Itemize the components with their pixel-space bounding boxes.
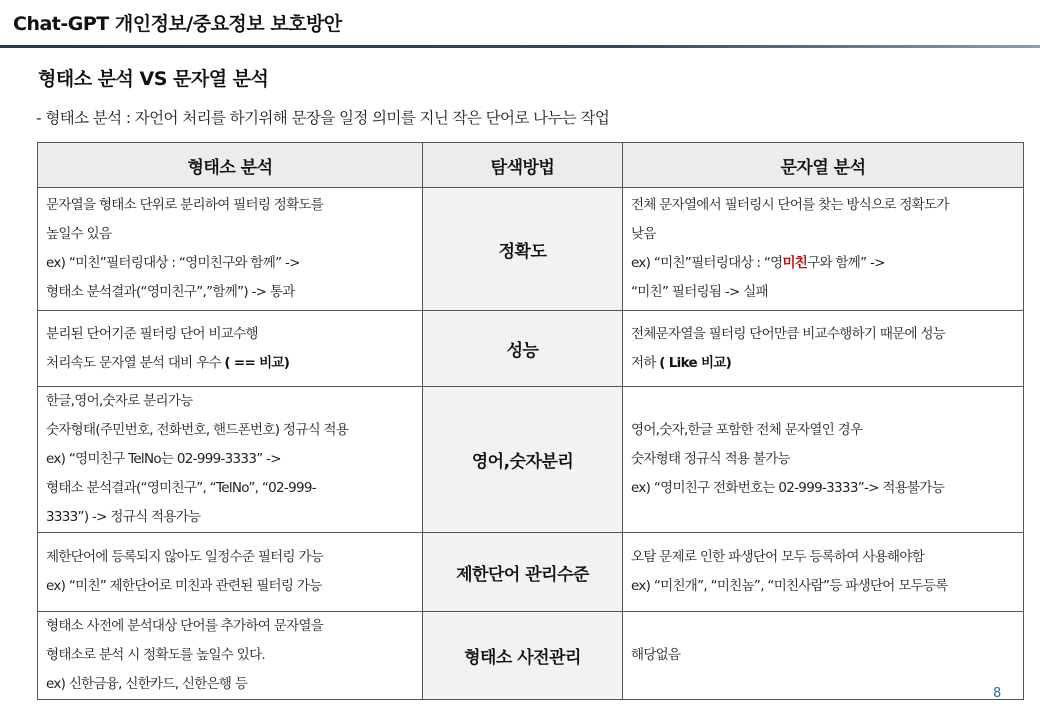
morph-cell [38,612,423,700]
cell-line: 분리된 단어기준 필터링 단어 비교수행 [46,325,258,342]
cell-text: ex) “미친”필터링대상 : “영 [631,255,783,271]
bold-text: ( == 비교) [224,354,290,371]
cell-line: 숫자형태(주민번호, 전화번호, 핸드폰번호) 정규식 적용 [46,422,349,438]
cell-line: ex) “영미친구 TelNo는 02-999-3333” -> [46,451,281,467]
section-subtitle: - 형태소 분석 : 자언어 처리를 하기위해 문장을 일정 의미를 지닌 작은 단어로 나누는 작업 [36,109,610,127]
criterion-cell: 형태소 사전관리 [423,612,623,700]
cell-text: 저하 [631,354,660,371]
string-cell [623,533,1024,612]
section-title: 형태소 분석 VS 문자열 분석 [38,68,269,90]
comparison-table [37,142,1024,700]
cell-line: ex) “미친”필터링대상 : “영미친구와 함께” -> [46,255,300,271]
string-cell [623,612,1024,700]
cell-line: ex) “영미친구 전화번호는 02-999-3333”-> 적용불가능 [631,480,945,496]
header-divider [0,45,1040,48]
cell-line: 형태소 사전에 분석대상 단어를 추가하여 문자열을 [46,618,324,634]
morph-cell [38,188,423,311]
cell-line: 높일수 있음 [46,226,112,242]
cell-line: 형태소 분석결과(“영미친구”,”함께”) -> 통과 [46,284,295,300]
cell-line: 해당없음 [631,647,681,663]
cell-line: ex) “미친” 제한단어로 미친과 관련된 필터링 가능 [46,578,322,594]
highlight-text: 미친 [782,255,808,271]
page-header-title: Chat-GPT 개인정보/중요정보 보호방안 [13,13,342,35]
cell-line: 전체문자열을 필터링 단어만큼 비교수행하기 때문에 성능 [631,325,946,342]
table-row-dictionary [38,612,1024,700]
cell-line [631,249,1020,278]
cell-text: 구와 함께” -> [807,255,885,271]
cell-line: 형태소로 분석 시 정확도를 높일수 있다. [46,647,266,663]
table-row-alnum-split [38,387,1024,533]
cell-line: ex) 신한금융, 신한카드, 신한은행 등 [46,676,248,692]
cell-line: 오탐 문제로 인한 파생단어 모두 등록하여 사용해야함 [631,549,925,565]
morph-cell [38,387,423,533]
table-row-accuracy [38,188,1024,311]
criterion-cell: 제한단어 관리수준 [423,533,623,612]
string-cell [623,311,1024,387]
morph-cell [38,311,423,387]
cell-line: 3333”) -> 정규식 적용가능 [46,509,201,525]
table-row-restricted-words [38,533,1024,612]
cell-line: 낮음 [631,226,656,242]
criterion-cell: 성능 [423,311,623,387]
header-search-method: 탐색방법 [423,143,623,188]
cell-line: 영어,숫자,한글 포함한 전체 문자열인 경우 [631,422,863,438]
cell-line: 전체 문자열에서 필터링시 단어를 찾는 방식으로 정확도가 [631,197,949,213]
criterion-cell: 영어,숫자분리 [423,387,623,533]
cell-line: “미친” 필터링됨 -> 실패 [631,284,768,300]
bold-text: ( Like 비교) [659,354,732,371]
morph-cell [38,533,423,612]
cell-line: 숫자형태 정규식 적용 불가능 [631,451,790,467]
cell-line [46,349,419,378]
table-row-performance [38,311,1024,387]
criterion-cell: 정확도 [423,188,623,311]
string-cell [623,188,1024,311]
table-header-row [38,143,1024,188]
cell-line [631,349,1020,378]
cell-line: 문자열을 형태소 단위로 분리하여 필터링 정확도를 [46,197,324,213]
header-string-analysis: 문자열 분석 [623,143,1024,188]
cell-line: 제한단어에 등록되지 않아도 일정수준 필터링 가능 [46,549,324,565]
cell-line: 한글,영어,숫자로 분리가능 [46,393,193,409]
cell-text: 처리속도 문자열 분석 대비 우수 [46,354,225,371]
string-cell [623,387,1024,533]
page-number: 8 [993,686,1002,701]
cell-line: 형태소 분석결과(“영미친구”, “TelNo”, “02-999- [46,480,316,496]
header-morph-analysis: 형태소 분석 [38,143,423,188]
cell-line: ex) “미친개”, “미친놈”, “미친사람”등 파생단어 모두등록 [631,578,948,594]
